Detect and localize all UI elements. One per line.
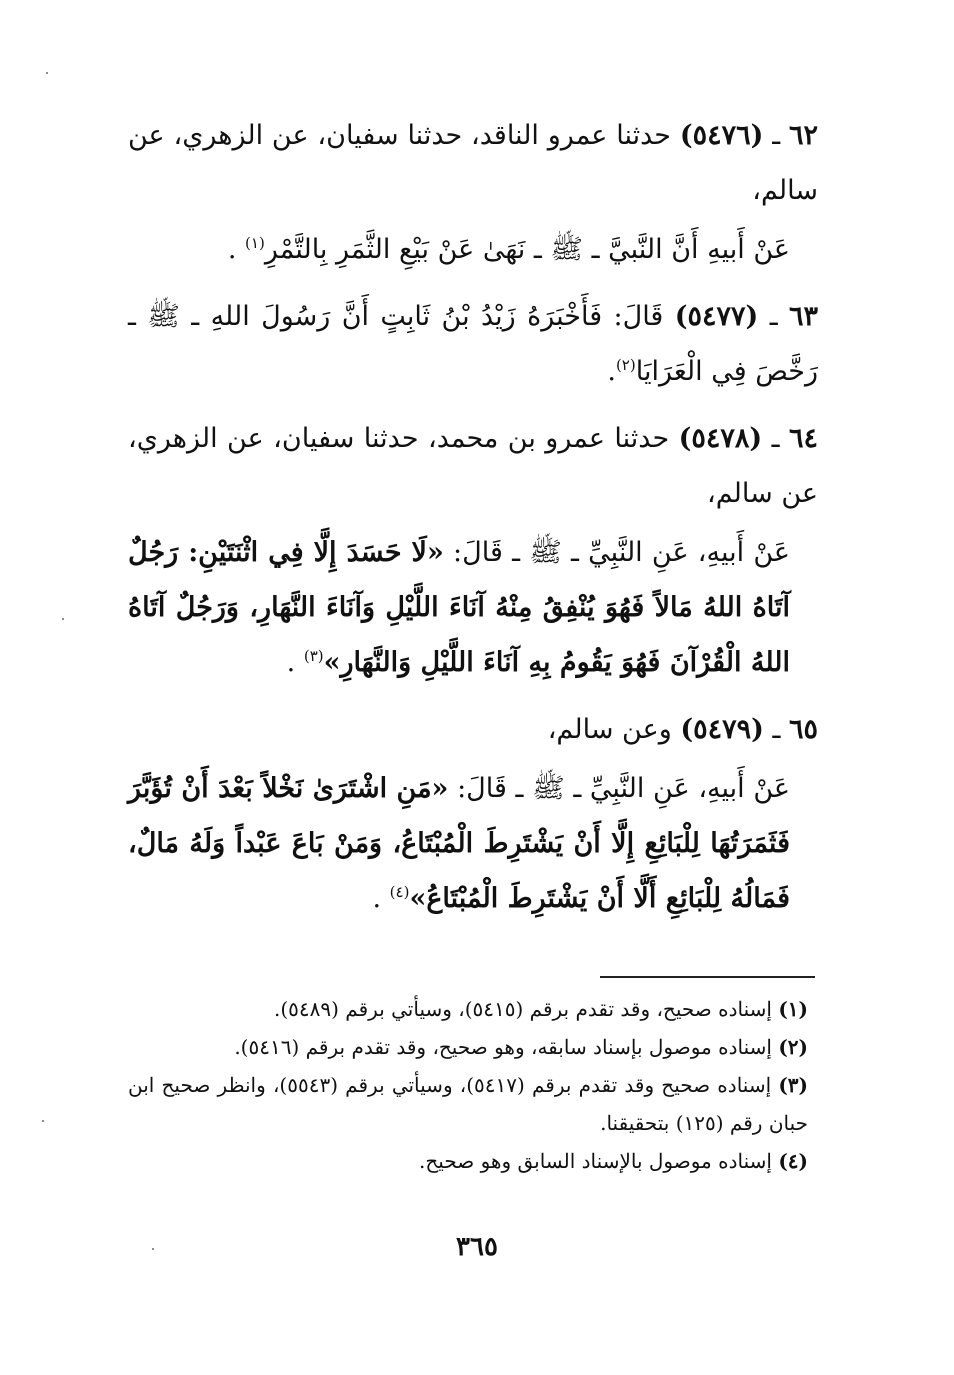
hadith-65-isnad (128, 702, 818, 757)
footnote-text: إسناده صحيح وقد تقدم برقم (٥٤١٧)، وسيأتي برقم (٥٥٤٣)، وانظر صحيح ابن حبان رقم (١٢٥) بتحقيقنا. (128, 1073, 808, 1135)
hadith-text: قَالَ: فَأَخْبَرَهُ زَيْدُ بْنُ ثَابِتٍ أَنَّ رَسُولَ اللهِ ـ ﷺ ـ رَخَّصَ فِي الْعَرَايَا (128, 301, 818, 387)
end-punct: . (227, 234, 246, 265)
hadith-62-matn (128, 222, 818, 277)
end-punct: . (286, 647, 304, 678)
page-number: ٣٦٥ (456, 1232, 498, 1262)
hadith-65-matn (128, 761, 818, 926)
prophetic-quote: «مَنِ اشْتَرَىٰ نَخْلاً بَعْدَ أَنْ تُؤَبَّرَ فَثَمَرَتُهَا لِلْبَائِعِ إِلَّا أَنْ يَشْتَرِطَ الْمُبْتَاعُ، وَمَنْ بَاعَ عَبْداً وَلَهُ مَالٌ، فَمَالُهُ لِلْبَائِعِ أَلَّا أَنْ يَشْتَرِطَ الْمُبْتَاعُ» (128, 773, 790, 914)
footnote-3 (128, 1066, 818, 1142)
scan-speck (42, 1120, 44, 1122)
separator: ـ (762, 423, 789, 454)
separator: ـ (758, 301, 789, 332)
reference-number: (٥٤٧٦) (679, 120, 764, 151)
footnote-number: (٢) (778, 1035, 808, 1059)
isnad-text: حدثنا عمرو بن محمد، حدثنا سفيان، عن الزهري، عن سالم، (128, 423, 818, 509)
footnote-2 (128, 1028, 818, 1066)
hadith-number: ٦٥ (788, 714, 818, 745)
scan-speck (152, 1248, 154, 1250)
footnote-marker[interactable]: (٢) (615, 356, 636, 374)
footnotes (128, 990, 818, 1180)
footnote-text: إسناده موصول بإسناد سابقه، وهو صحيح، وقد تقدم برقم (٥٤١٦). (234, 1035, 772, 1059)
footnote-number: (٤) (778, 1149, 808, 1173)
footnote-marker[interactable]: (٣) (303, 647, 324, 665)
isnad-text: وعن سالم، (547, 714, 672, 745)
main-text (128, 108, 818, 938)
footnote-marker[interactable]: (٤) (389, 883, 410, 901)
matn-lead: عَنْ أَبيهِ، عَنِ النَّبِيِّ ـ ﷺ ـ قَالَ: (453, 537, 790, 568)
matn-lead: عَنْ أَبيهِ، عَنِ النَّبِيِّ ـ ﷺ ـ قَالَ: (457, 773, 790, 804)
prophetic-quote: «لَا حَسَدَ إِلَّا فِي اثْنَتَيْنِ: رَجُلٌ آتَاهُ اللهُ مَالاً فَهُوَ يُنْفِقُ مِنْهُ آنَاءَ اللَّيْلِ وَآنَاءَ النَّهَارِ، وَرَجُلٌ آتَاهُ اللهُ الْقُرْآنَ فَهُوَ يَقُومُ بِهِ آنَاءَ اللَّيْلِ وَالنَّهَارِ» (128, 537, 790, 678)
matn-text: عَنْ أَبيهِ أَنَّ النَّبيَّ ـ ﷺ ـ نَهَىٰ عَنْ بَيْعِ الثَّمَرِ بِالتَّمْرِ (264, 234, 790, 265)
hadith-63 (128, 289, 818, 399)
end-punct: . (607, 356, 616, 387)
end-punct: . (372, 883, 390, 914)
hadith-64-matn (128, 525, 818, 690)
footnote-marker[interactable]: (١) (245, 234, 265, 252)
footnote-text: إسناده صحيح، وقد تقدم برقم (٥٤١٥)، وسيأتي برقم (٥٤٨٩). (273, 997, 772, 1021)
isnad-text: حدثنا عمرو الناقد، حدثنا سفيان، عن الزهري، عن سالم، (128, 120, 818, 206)
separator: ـ (763, 714, 789, 745)
hadith-number: ٦٤ (788, 423, 818, 454)
hadith-number: ٦٣ (788, 301, 818, 332)
reference-number: (٥٤٧٨) (678, 423, 763, 454)
footnote-text: إسناده موصول بالإسناد السابق وهو صحيح. (419, 1149, 772, 1173)
footnote-1 (128, 990, 818, 1028)
footnote-4 (128, 1142, 818, 1180)
reference-number: (٥٤٧٧) (674, 301, 759, 332)
hadith-number: ٦٢ (789, 120, 819, 151)
hadith-62-isnad (128, 108, 818, 218)
footnote-number: (٣) (778, 1073, 809, 1097)
hadith-64-isnad (128, 411, 818, 521)
footnote-number: (١) (778, 997, 808, 1021)
reference-number: (٥٤٧٩) (680, 714, 764, 745)
scan-speck (62, 618, 64, 620)
separator: ـ (763, 120, 789, 151)
footnote-divider (600, 976, 815, 978)
scan-speck (46, 72, 48, 74)
